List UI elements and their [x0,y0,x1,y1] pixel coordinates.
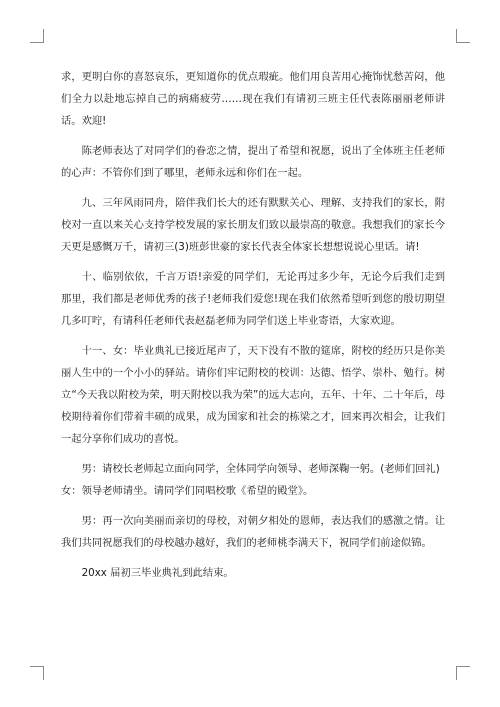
paragraph: 陈老师表达了对同学们的眷恋之情，提出了希望和祝愿，说出了全体班主任老师的心声：不管你们到了哪里，老师永远和你们在一起。 [61,145,445,179]
paragraph: 十一、女：毕业典礼已接近尾声了，天下没有不散的筵席，附校的经历只是你美丽人生中的一个小小的驿站。请你们牢记附校的校训：达德、悟学、崇朴、勉行。树立“今天我以附校为荣，明天附校以我为荣”的远大志向，五年、十年、二十年后，母校期待着你们带着丰硕的成果，成为国家和社会的栋梁之才，回来再次相会，让我们一起分享你们成功的喜悦。 [61,345,445,445]
paragraph: 九、三年风雨同舟，陪伴我们长大的还有默默关心、理解、支持我们的家长，附校对一直以来关心支持学校发展的家长朋友们致以最崇高的敬意。我想我们的家长今天更是感慨万千，请初三(3)班彭世豪的家长代表全体家长想想说说心里话。请! [61,197,445,253]
paragraph: 男：再一次向美丽而亲切的母校，对朝夕相处的恩师，表达我们的感激之情。让我们共同祝愿我们的母校越办越好，我们的老师桃李满天下，祝同学们前途似锦。 [61,515,445,549]
paragraph: 女：领导老师请坐。请同学们同唱校歌《希望的殿堂》。 [61,485,314,497]
paragraph: 20xx 届初三毕业典礼到此结束。 [81,567,234,579]
corner-crop-mark [30,666,44,680]
corner-crop-mark [30,29,44,43]
paragraph: 求，更明白你的喜怒哀乐，更知道你的优点瑕疵。他们用良苦用心掩饰忧愁苦闷，他们全力以赴地忘掉自己的病痛疲劳……现在我们有请初三班主任代表陈丽丽老师讲话。欢迎! [61,71,445,127]
corner-crop-mark [456,29,470,43]
paragraph: 男：请校长老师起立面向同学，全体同学向领导、老师深鞠一躬。(老师们回礼) [81,463,440,475]
document-body [61,66,445,592]
paragraph: 十、临别依依，千言万语!亲爱的同学们，无论再过多少年，无论今后我们走到那里，我们都是老师优秀的孩子!老师我们爱您!现在我们依然希望听到您的殷切期望几多叮咛，有请科任老师代表赵磊老师为同学们送上毕业寄语，大家欢迎。 [61,271,445,327]
corner-crop-mark [456,666,470,680]
